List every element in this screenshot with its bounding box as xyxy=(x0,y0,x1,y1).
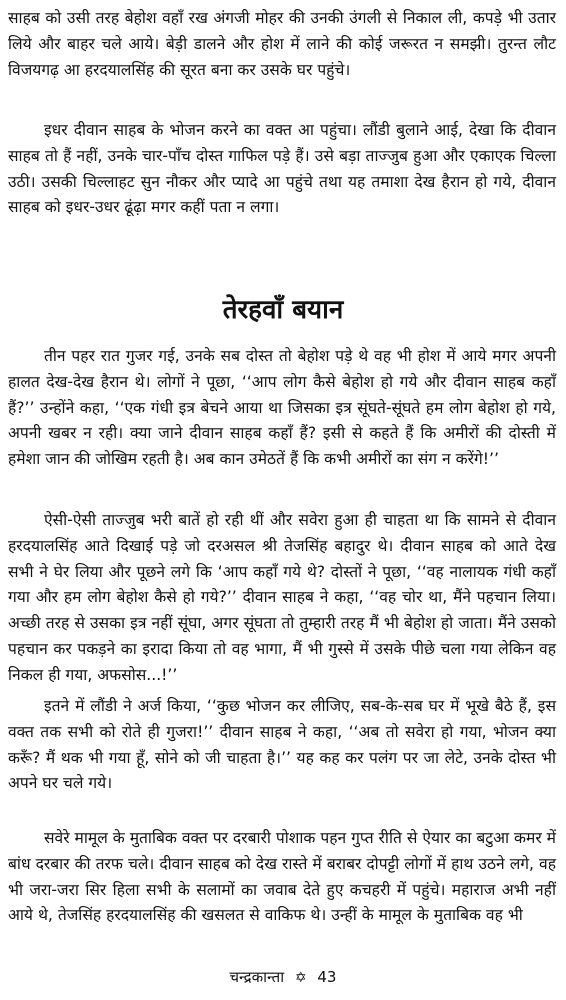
paragraph-6: सवेरे मामूल के मुताबिक वक्त पर दरबारी पोशाक पहन गुप्त रीति से ऐयार का बटुआ कमर में बांध दरबार की तरफ चले। दीवान साहब को देख रास्ते में बराबर दोपट्टी लोगों में हाथ उठने लगे, वह भी जरा-जरा सिर हिला सभी के सलामों का जवाब देते हुए कचहरी में पहुंचे। महाराज अभी नहीं आये थे, तेजसिंह हरदयालसिंह की खसलत से वाकिफ थे। उन्हीं के मामूल के मुताबिक वह भी xyxy=(8,829,556,925)
star-of-david-icon: ✡ xyxy=(294,970,307,986)
chapter-heading: तेरहवाँ बयान xyxy=(222,295,344,325)
page-footer xyxy=(0,966,566,989)
paragraph-2: इधर दीवान साहब के भोजन करने का वक्त आ पहुंचा। लौंडी बुलाने आई, देखा कि दीवान साहब तो हैं नहीं, उनके चार-पाँच दोस्त गाफिल पड़े हैं। उसे बड़ा ताज्जुब हुआ और एकाएक चिल्ला उठी। उसकी चिल्लाहट सुन नौकर और प्यादे आ पहुंचे तथा यह तमाशा देख हैरान हो गये, दीवान साहब को इधर-उधर ढूंढ़ा मगर कहीं पता न लगा। xyxy=(8,121,556,217)
paragraph-1: साहब को उसी तरह बेहोश वहाँ रख अंगजी मोहर की उनकी उंगली से निकाल ली, कपड़े भी उतार लिये और बाहर चले आये। बेड़ी डालने और होश में लाने की कोई जरूरत न समझी। तुरन्त लौट विजयगढ़ आ हरदयालसिंह की सूरत बना कर उसके घर पहुंचे। xyxy=(8,9,556,79)
page-number: 43 xyxy=(317,968,337,986)
book-title: चन्द्रकान्ता xyxy=(229,968,285,986)
paragraph-3: तीन पहर रात गुजर गई, उनके सब दोस्त तो बेहोश पड़े थे वह भी होश में आये मगर अपनी हालत देख-देख हैरान थे। लोगों ने पूछा, ‘‘आप लोग कैसे बेहोश हो गये और दीवान साहब कहाँ हैं?’’ उन्होंने कहा, ‘‘एक गंधी इत्र बेचने आया था जिसका इत्र सूंघते-सूंघते हम लोग बेहोश हो गये, अपनी खबर न रही। क्या जाने दीवान साहब कहाँ हैं? इसी से कहते हैं कि अमीरों की दोस्ती में हमेशा जान की जोखिम रहती है। अब कान उमेठतें हैं कि कभी अमीरों का संग न करेंगे!’’ xyxy=(8,347,556,469)
paragraph-4: ऐसी-ऐसी ताज्जुब भरी बातें हो रही थीं और सवेरा हुआ ही चाहता था कि सामने से दीवान हरदयालसिंह आते दिखाई पड़े जो दरअसल श्री तेजसिंह बहादुर थे। दीवान साहब को आते देख सभी ने घेर लिया और पूछने लगे कि ‘आप कहाँ गये थे? दोस्तों ने पूछा, ‘‘वह नालायक गंधी कहाँ गया और हम लोग बेहोश कैसे हो गये?’’ दीवान साहब ने कहा, ‘‘वह चोर था, मैंने पहचान लिया। अच्छी तरह से उसका इत्र नहीं सूंघा, अगर सूंघता तो तुम्हारी तरह मैं भी बेहोश हो जाता। मैंने उसको पहचान कर पकड़ने का इरादा किया तो वह भागा, मैं भी गुस्से में उसके पीछे चला गया लेकिन वह निकल ही गया, अफसोस...!’’ xyxy=(8,511,556,684)
paragraph-5: इतने में लौंडी ने अर्ज किया, ‘‘कुछ भोजन कर लीजिए, सब-के-सब घर में भूखे बैठे हैं, इस वक्त तक सभी को रोते ही गुजरा!’’ दीवान साहब ने कहा, ‘‘अब तो सवेरा हो गया, भोजन क्या करूँ? मैं थक भी गया हूँ, सोने को जी चाहता है।’’ यह कह कर पलंग पर जा लेटे, उनके दोस्त भी अपने घर चले गये। xyxy=(8,697,556,793)
